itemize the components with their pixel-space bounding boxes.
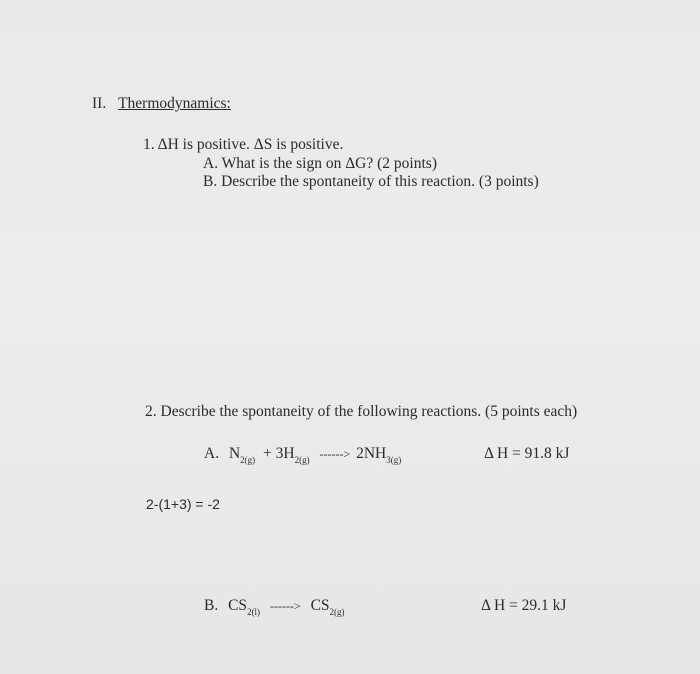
reaction-a-label: A. <box>204 445 220 462</box>
reaction-a-enthalpy: Δ H = 91.8 kJ <box>484 445 570 462</box>
reaction-b-product: $CS_{2(g)}$ <box>310 597 345 617</box>
question-1-stem: 1. ΔH is positive. ΔS is positive. <box>143 136 344 153</box>
question-1b: B. Describe the spontaneity of this reaction. (3 points) <box>203 173 539 190</box>
question-2-stem: 2. Describe the spontaneity of the following reactions. (5 points each) <box>145 403 578 420</box>
section-header <box>92 95 231 113</box>
reaction-a <box>204 445 401 463</box>
reaction-b-label: B. <box>204 597 219 614</box>
reaction-a-product: $2NH_{3(g)}$ <box>356 445 402 465</box>
reaction-b-reactant: $CS_{2(l)}$ <box>228 597 261 617</box>
question-1a: A. What is the sign on ΔG? (2 points) <box>203 155 437 172</box>
reaction-a-arrow: ------> <box>319 447 351 461</box>
reaction-b <box>204 597 345 615</box>
reaction-a-reactant-2: + $3H_{2(g)}$ <box>263 445 310 465</box>
reaction-a-reactant-1: $N_{2(g)}$ <box>228 445 256 465</box>
reaction-b-enthalpy: Δ H = 29.1 kJ <box>481 597 567 614</box>
section-number: II. <box>92 95 107 112</box>
reaction-b-arrow: ------> <box>269 599 301 613</box>
student-note: 2-(1+3) = -2 <box>146 496 220 512</box>
section-title: Thermodynamics: <box>118 95 231 112</box>
